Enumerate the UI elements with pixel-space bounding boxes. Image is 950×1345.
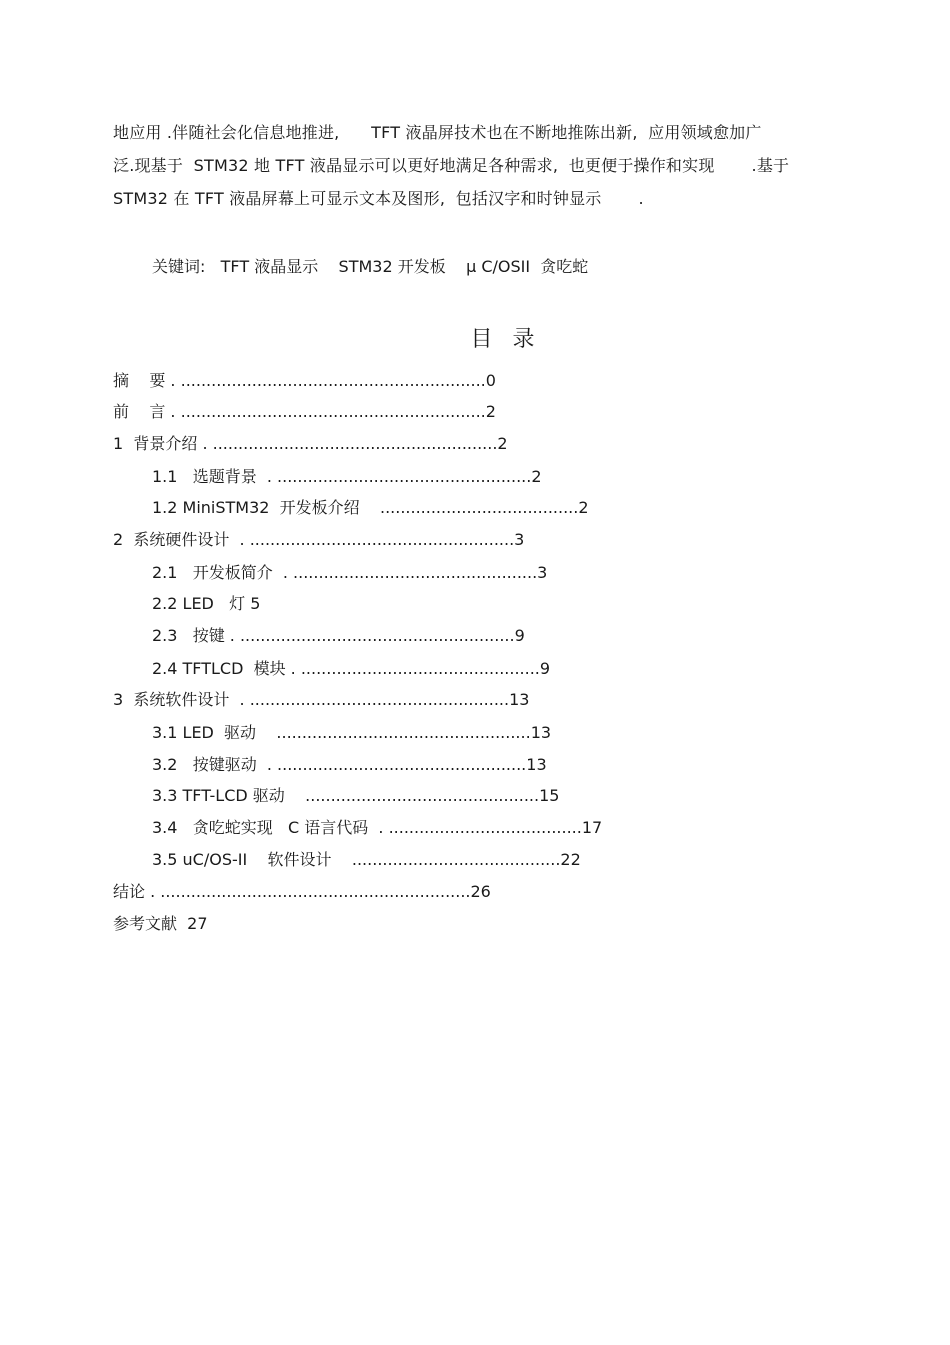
toc-entry: 3 系统软件设计 . ...................................................13 bbox=[113, 690, 530, 709]
toc-entry: 1.2 MiniSTM32 开发板介绍 .......................................2 bbox=[152, 498, 589, 517]
toc-entry: 2.4 TFTLCD 模块 . ...............................................9 bbox=[152, 659, 551, 678]
keywords: 关键词: TFT 液晶显示 STM32 开发板 μ C/OSII 贪吃蛇 bbox=[152, 257, 589, 276]
toc-entry: 参考文献 27 bbox=[113, 914, 208, 933]
toc-entry: 2.1 开发板简介 . ................................................3 bbox=[152, 563, 548, 582]
toc-title: 目录 bbox=[470, 327, 555, 352]
toc-entry: 3.5 uC/OS-II 软件设计 .........................................22 bbox=[152, 850, 581, 869]
abstract-line-1: 地应用 .伴随社会化信息地推进, TFT 液晶屏技术也在不断地推陈出新, 应用领域愈加广 bbox=[113, 123, 762, 142]
toc-entry: 摘 要 . ............................................................0 bbox=[113, 371, 496, 390]
toc-entry: 3.3 TFT-LCD 驱动 ..............................................15 bbox=[152, 786, 560, 805]
toc-entry: 2.2 LED 灯 5 bbox=[152, 594, 261, 613]
toc-entry: 3.4 贪吃蛇实现 C 语言代码 . ......................................17 bbox=[152, 818, 603, 837]
toc-entry: 3.1 LED 驱动 ..................................................13 bbox=[152, 723, 552, 742]
toc-entry: 1 背景介绍 . ........................................................2 bbox=[113, 434, 508, 453]
toc-entry: 结论 . .............................................................26 bbox=[113, 882, 491, 901]
toc-entry: 2 系统硬件设计 . ....................................................3 bbox=[113, 530, 525, 549]
abstract-line-2: 泛.现基于 STM32 地 TFT 液晶显示可以更好地满足各种需求, 也更便于操作和实现 .基于 bbox=[113, 156, 790, 175]
toc-entry: 3.2 按键驱动 . .................................................13 bbox=[152, 755, 547, 774]
toc-entry: 前 言 . ............................................................2 bbox=[113, 402, 496, 421]
toc-entry: 1.1 选题背景 . ..................................................2 bbox=[152, 467, 542, 486]
abstract-line-3: STM32 在 TFT 液晶屏幕上可显示文本及图形, 包括汉字和时钟显示 . bbox=[113, 189, 644, 208]
toc-entry: 2.3 按键 . ......................................................9 bbox=[152, 626, 525, 645]
